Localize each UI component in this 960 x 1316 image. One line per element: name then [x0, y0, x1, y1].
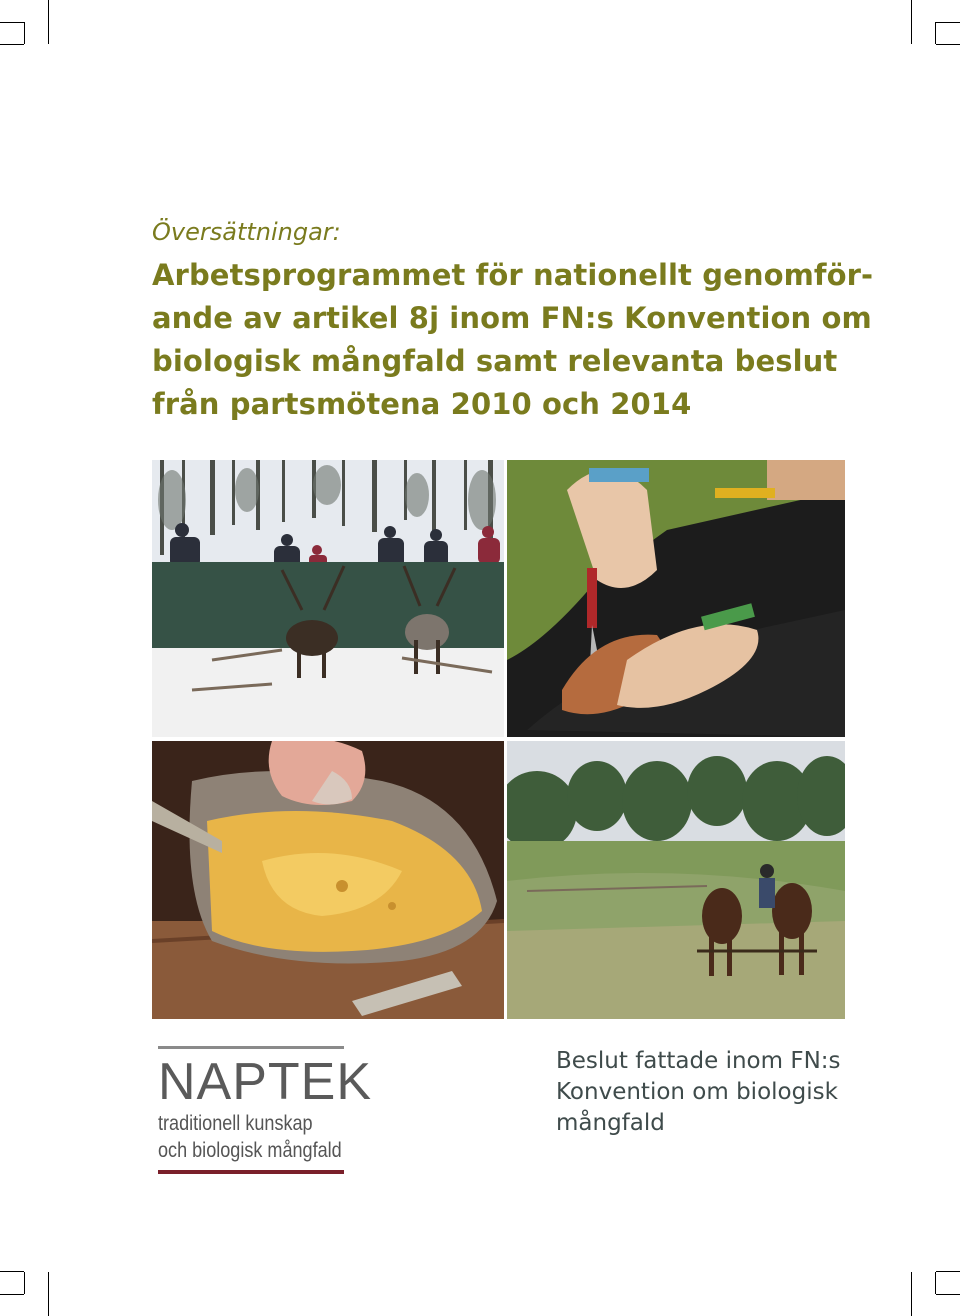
pre-title: Översättningar: [152, 218, 341, 246]
logo-bottom-rule [158, 1170, 344, 1174]
subtitle-line: Konvention om biologisk [556, 1079, 838, 1105]
subtitle-line: mångfald [556, 1110, 665, 1136]
naptek-logo [158, 1046, 373, 1176]
logo-top-rule [158, 1046, 344, 1049]
subtitle-line: Beslut fattade inom FN:s [556, 1048, 841, 1074]
photo-cheese [152, 741, 504, 1019]
title-line: från partsmötena 2010 och 2014 [152, 387, 692, 421]
main-title [152, 254, 874, 426]
photo-reindeer-race [152, 460, 504, 737]
subtitle [556, 1046, 856, 1139]
title-line: biologisk mångfald samt relevanta beslut [152, 344, 838, 378]
photo-horses-field [507, 741, 845, 1019]
title-line: ande av artikel 8j inom FN:s Konvention om [152, 301, 872, 335]
logo-tagline: traditionell kunskap [158, 1112, 313, 1135]
logo-tagline: och biologisk mångfald [158, 1139, 342, 1162]
photo-wood-carving [507, 460, 845, 737]
title-line: Arbetsprogrammet för nationellt genomför- [152, 258, 874, 292]
logo-name: NAPTEK [158, 1053, 373, 1111]
